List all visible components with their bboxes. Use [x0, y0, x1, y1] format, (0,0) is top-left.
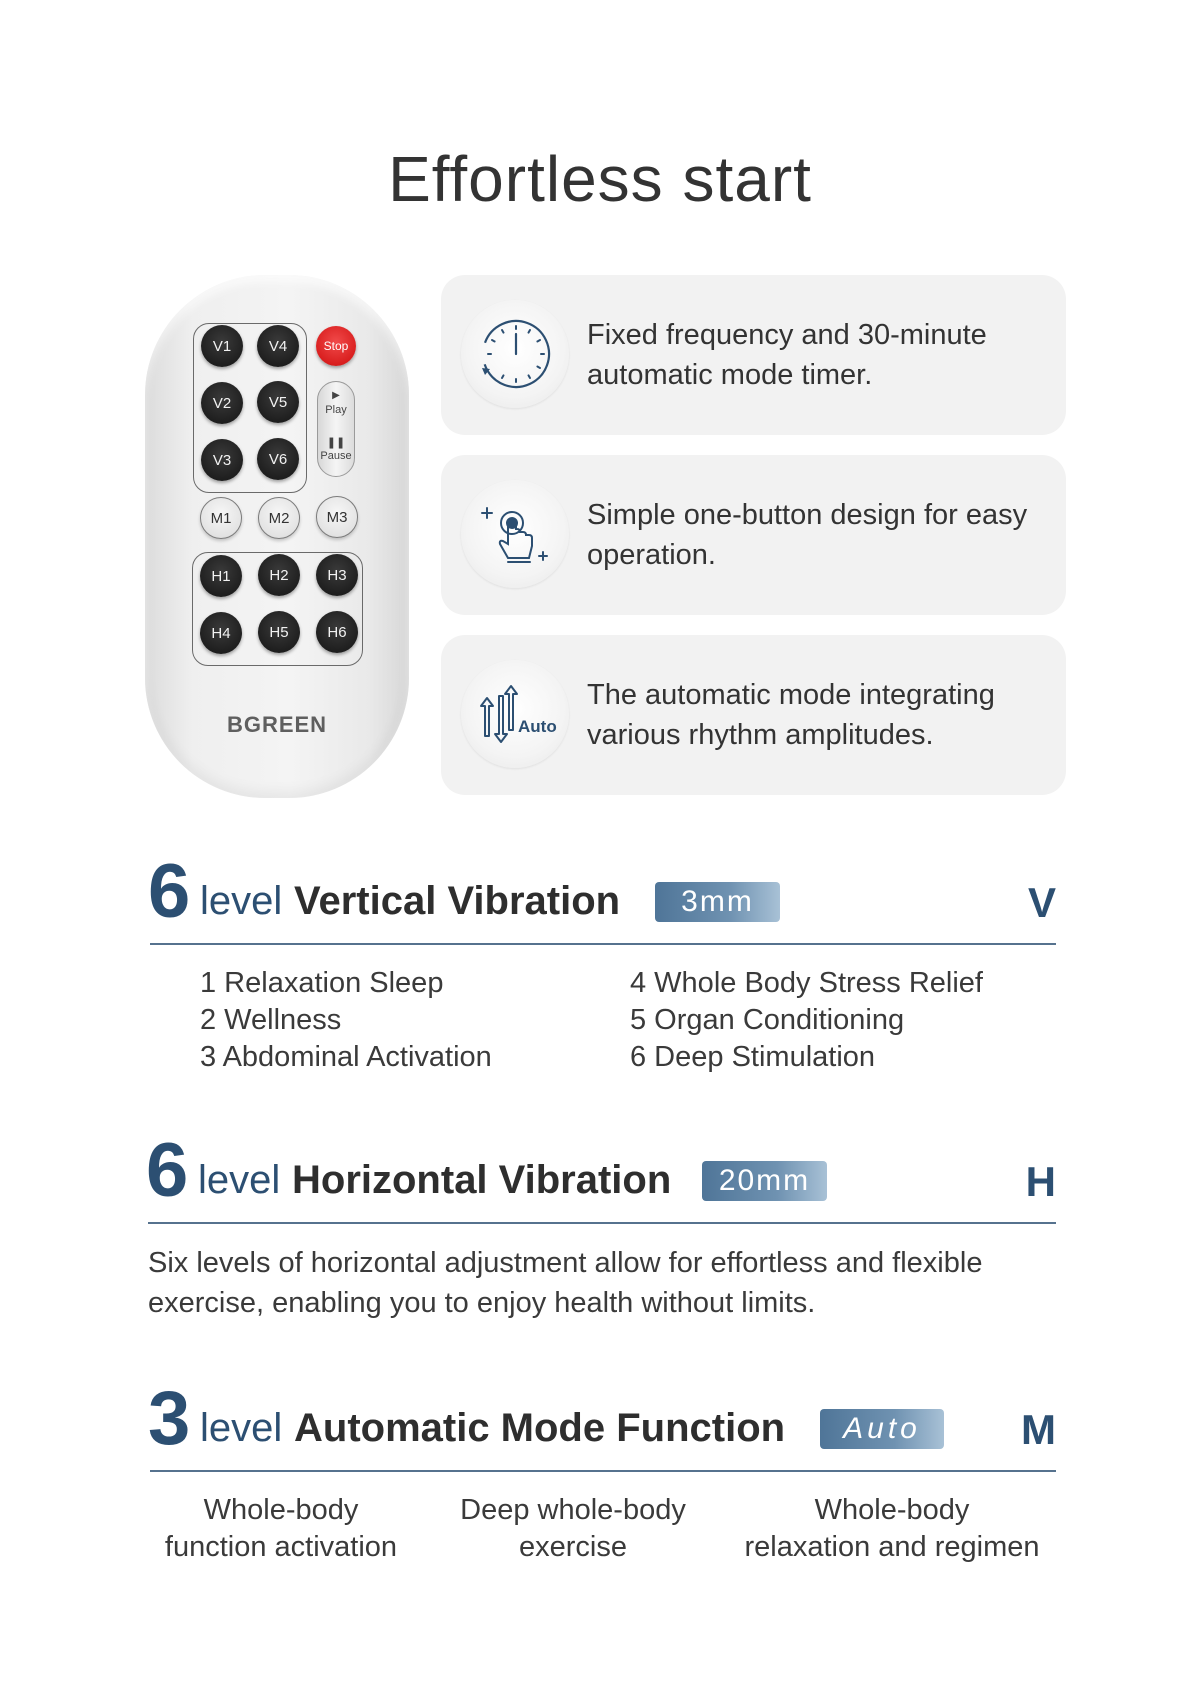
h6-button[interactable]: H6: [316, 611, 358, 653]
auto-mode-2: [438, 1492, 708, 1566]
play-label: Play: [325, 404, 347, 416]
automatic-mode-header: [148, 1376, 1056, 1469]
list-item: 4 Whole Body Stress Relief: [630, 967, 983, 999]
vertical-level-word: level: [200, 879, 283, 923]
automatic-level-word: level: [200, 1406, 283, 1450]
vertical-mode-letter: V: [1027, 879, 1056, 926]
auto-mode-2-line2: exercise: [519, 1531, 627, 1563]
h4-button[interactable]: H4: [200, 612, 242, 654]
feature-card-auto-mode: [441, 635, 1066, 795]
auto-icon-label: Auto: [518, 717, 557, 736]
feature-text-timer: Fixed frequency and 30-minute automatic mode timer.: [587, 319, 987, 391]
remote-control: [145, 275, 409, 798]
v5-button[interactable]: V5: [257, 381, 299, 423]
remote-brand-logo: BGREEN: [226, 712, 328, 737]
auto-mode-1: [144, 1492, 418, 1566]
v1-button[interactable]: V1: [201, 325, 243, 367]
v3-button[interactable]: V3: [201, 439, 243, 481]
auto-mode-3-line1: Whole-body: [814, 1494, 970, 1526]
horizontal-vibration-header: [146, 1128, 1056, 1221]
list-item: 3 Abdominal Activation: [200, 1041, 492, 1073]
feature-card-timer: [441, 275, 1066, 435]
feature-text-one-button: Simple one-button design for easy operation.: [587, 499, 1028, 571]
auto-mode-3: [722, 1492, 1062, 1566]
vertical-amplitude-tag: 3mm: [655, 882, 780, 922]
automatic-auto-tag: Auto: [820, 1409, 944, 1449]
list-item: 1 Relaxation Sleep: [200, 967, 444, 999]
vertical-divider: [150, 943, 1056, 945]
auto-mode-2-line1: Deep whole-body: [460, 1494, 686, 1526]
vertical-title: Vertical Vibration: [294, 879, 621, 923]
m3-button[interactable]: M3: [316, 496, 358, 538]
horizontal-description: Six levels of horizontal adjustment allow for effortless and flexible exercise, enabling you to enjoy health without limits.: [148, 1247, 983, 1319]
feature-card-one-button: [441, 455, 1066, 615]
horizontal-title: Horizontal Vibration: [292, 1158, 672, 1202]
list-item: 5 Organ Conditioning: [630, 1004, 905, 1036]
h5-button[interactable]: H5: [258, 611, 300, 653]
play-pause-button[interactable]: [317, 381, 355, 477]
vertical-vibration-header: [148, 849, 1056, 942]
horizontal-amplitude-tag: 20mm: [702, 1161, 827, 1201]
h1-button[interactable]: H1: [200, 555, 242, 597]
timer-icon: [461, 300, 569, 408]
horizontal-divider: [148, 1222, 1056, 1224]
vertical-level-count: 6: [148, 849, 191, 934]
play-icon: ▶: [332, 390, 340, 401]
h2-button[interactable]: H2: [258, 554, 300, 596]
auto-mode-1-line1: Whole-body: [203, 1494, 359, 1526]
vertical-modes-left: [200, 965, 492, 1076]
automatic-mode-letter: M: [1021, 1406, 1056, 1453]
horizontal-level-count: 6: [146, 1128, 189, 1213]
list-item: 6 Deep Stimulation: [630, 1041, 876, 1073]
v6-button[interactable]: V6: [257, 438, 299, 480]
page-title: Effortless start: [388, 143, 812, 215]
pause-label: Pause: [320, 450, 352, 462]
h3-button[interactable]: H3: [316, 554, 358, 596]
automatic-title: Automatic Mode Function: [294, 1406, 786, 1450]
vertical-modes-right: [630, 965, 983, 1076]
automatic-divider: [150, 1470, 1056, 1472]
auto-arrows-icon: [461, 660, 569, 768]
stop-button[interactable]: Stop: [316, 326, 356, 366]
horizontal-mode-letter: H: [1025, 1158, 1056, 1205]
feature-text-auto-mode: The automatic mode integrating various rhythm amplitudes.: [587, 679, 995, 751]
v2-button[interactable]: V2: [201, 382, 243, 424]
m1-button[interactable]: M1: [200, 497, 242, 539]
pause-icon: ❚❚: [326, 437, 346, 449]
horizontal-level-word: level: [198, 1158, 281, 1202]
list-item: 2 Wellness: [200, 1004, 342, 1036]
auto-mode-1-line2: function activation: [164, 1531, 398, 1563]
automatic-level-count: 3: [148, 1376, 191, 1461]
auto-mode-3-line2: relaxation and regimen: [744, 1531, 1040, 1563]
m2-button[interactable]: M2: [258, 497, 300, 539]
touch-icon: [461, 480, 569, 588]
v4-button[interactable]: V4: [257, 325, 299, 367]
